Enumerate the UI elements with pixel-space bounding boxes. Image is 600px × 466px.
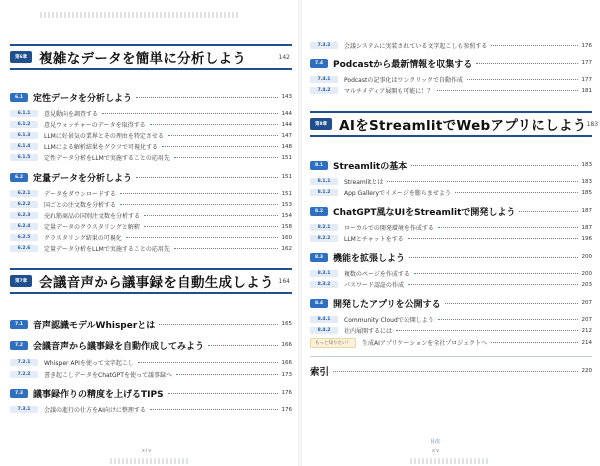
- column-page: 214: [581, 339, 592, 346]
- chapter-7-heading[interactable]: [10, 268, 292, 294]
- decorative-dots: [110, 458, 190, 464]
- section-label: 6.2: [10, 173, 28, 182]
- leader-dots: [138, 362, 278, 363]
- section-label: 7.2: [10, 341, 28, 350]
- index-page: 220: [581, 368, 592, 374]
- leader-dots: [491, 342, 577, 343]
- column-label: もっと知りたい！: [310, 338, 356, 348]
- subsection-label: 6.2.1: [10, 190, 38, 197]
- subsection-label: 6.2.4: [10, 223, 38, 230]
- page-number: xv: [432, 448, 440, 454]
- subsection-label: 6.2.3: [10, 212, 38, 219]
- section-8-2[interactable]: [310, 204, 592, 218]
- subsection-title: 複数のページを作成する: [344, 271, 410, 278]
- section-page: 183: [581, 162, 592, 168]
- subsection-page: 154: [281, 212, 292, 219]
- subsection-title: Whisper APIを使って文字起こし: [44, 360, 134, 367]
- subsection-title: 意見動向を調査する: [44, 111, 99, 118]
- subsection-7-3-1[interactable]: [10, 404, 292, 415]
- subsection-title: 定量データのクラスタリングと解釈: [44, 224, 140, 231]
- section-label: 7.1: [10, 320, 28, 329]
- section-page: 200: [581, 254, 592, 260]
- subsection-page: 162: [281, 245, 292, 252]
- decorative-dots: [40, 12, 240, 18]
- subsection-8-3-2[interactable]: [310, 279, 592, 290]
- section-8-3[interactable]: [310, 250, 592, 264]
- leader-dots: [176, 374, 278, 375]
- subsection-title: マルチメディア展開も可能に！？: [344, 88, 434, 95]
- subsection-label: 7.2.2: [10, 371, 38, 378]
- section-7-1[interactable]: [10, 317, 292, 331]
- subsection-6-2-2[interactable]: [10, 199, 292, 210]
- subsection-title: Streamlitとは: [344, 179, 384, 186]
- leader-dots: [174, 157, 278, 158]
- leader-dots: [408, 284, 577, 285]
- subsection-title: Community Cloudで公開しよう: [344, 317, 434, 324]
- subsection-8-2-2[interactable]: [310, 233, 592, 244]
- section-title: 議事録作りの精度を上げるTIPS: [32, 389, 164, 400]
- subsection-7-4-1[interactable]: [310, 74, 592, 85]
- subsection-6-2-6[interactable]: [10, 243, 292, 254]
- subsection-page: 144: [281, 121, 292, 128]
- subsection-title: データをダウンロードする: [44, 191, 116, 198]
- subsection-7-3-2[interactable]: [310, 40, 592, 51]
- chapter-title: 会議音声から議事録を自動生成しよう: [39, 275, 274, 291]
- divider: [310, 356, 592, 357]
- subsection-6-2-5[interactable]: [10, 232, 292, 243]
- subsection-title: 会議の進行の仕方をAI向けに整理する: [44, 407, 146, 414]
- leader-dots: [491, 45, 577, 46]
- leader-dots: [445, 303, 578, 304]
- leader-dots: [174, 248, 278, 249]
- subsection-page: 158: [281, 223, 292, 230]
- subsection-title: 売れ筋商品の国別注文数を分析する: [44, 213, 141, 220]
- subsection-page: 176: [581, 42, 592, 49]
- subsection-6-1-1[interactable]: [10, 108, 292, 119]
- subsection-label: 8.3.1: [310, 270, 338, 277]
- subsection-label: 8.2.1: [310, 224, 338, 231]
- section-title: 開発したアプリを公開する: [332, 299, 441, 310]
- leader-dots: [136, 177, 278, 178]
- section-title: Podcastから最新情報を収集する: [332, 59, 473, 70]
- subsection-title: 意見ウォッチャーのデータを取得する: [44, 122, 146, 129]
- leader-dots: [120, 204, 277, 205]
- subsection-page: 166: [281, 359, 292, 366]
- subsection-page: 185: [581, 189, 592, 196]
- section-title: 音声認識モデルWhisperとは: [32, 320, 156, 331]
- subsection-page: 173: [281, 371, 292, 378]
- section-page: 151: [281, 174, 292, 180]
- section-title: 定量データを分析しよう: [32, 173, 132, 184]
- leader-dots: [411, 165, 577, 166]
- subsection-label: 6.1.2: [10, 121, 38, 128]
- subsection-8-4-1[interactable]: [310, 314, 592, 325]
- subsection-page: 144: [281, 110, 292, 117]
- subsection-page: 212: [581, 327, 592, 334]
- section-title: 定性データを分析しよう: [32, 93, 132, 104]
- section-label: 8.1: [310, 161, 328, 170]
- leader-dots: [476, 63, 577, 64]
- leader-dots: [414, 273, 578, 274]
- subsection-title: LLMに好景気の業界とその理由を特定させる: [44, 133, 164, 140]
- subsection-label: 8.1.2: [310, 189, 338, 196]
- subsection-label: 7.4.1: [310, 76, 338, 83]
- subsection-label: 6.1.4: [10, 143, 38, 150]
- subsection-8-4-2[interactable]: [310, 325, 592, 336]
- leader-dots: [208, 345, 278, 346]
- subsection-title: 定量データ分析をLLMで実施することの応用先: [44, 246, 170, 253]
- subsection-title: LLMとチャットをする: [344, 236, 404, 243]
- subsection-label: 7.3.2: [310, 42, 338, 49]
- subsection-page: 196: [581, 235, 592, 242]
- subsection-label: 7.2.1: [10, 359, 38, 366]
- subsection-6-1-3[interactable]: [10, 130, 292, 141]
- subsection-label: 6.1.3: [10, 132, 38, 139]
- section-label: 8.2: [310, 207, 328, 216]
- chapter-title: AIをStreamlitでWebアプリにしよう: [339, 118, 587, 134]
- subsection-8-1-2[interactable]: [310, 187, 592, 198]
- chapter-label: 第8章: [310, 118, 332, 130]
- section-7-2[interactable]: [10, 338, 292, 352]
- section-page: 177: [581, 60, 592, 66]
- subsection-title: パスワード認証の作成: [344, 282, 405, 289]
- leader-dots: [333, 371, 577, 372]
- subsection-label: 6.1.1: [10, 110, 38, 117]
- section-page: 166: [281, 342, 292, 348]
- subsection-6-1-4[interactable]: [10, 141, 292, 152]
- subsection-8-1-1[interactable]: [310, 176, 592, 187]
- subsection-page: 207: [581, 316, 592, 323]
- leader-dots: [438, 227, 578, 228]
- subsection-page: 177: [581, 76, 592, 83]
- section-6-1[interactable]: [10, 90, 292, 104]
- subsection-7-4-2[interactable]: [310, 85, 592, 96]
- subsection-page: 153: [281, 201, 292, 208]
- leader-dots: [150, 124, 278, 125]
- subsection-page: 148: [281, 143, 292, 150]
- subsection-page: 151: [281, 190, 292, 197]
- chapter-page: 164: [278, 277, 290, 285]
- subsection-6-1-2[interactable]: [10, 119, 292, 130]
- section-page: 165: [281, 321, 292, 327]
- subsection-label: 7.4.2: [310, 87, 338, 94]
- subsection-title: 書き起こしデータをChatGPTを使って議事録へ: [44, 372, 172, 379]
- subsection-page: 181: [581, 87, 592, 94]
- subsection-label: 6.2.2: [10, 201, 38, 208]
- section-title: Streamlitの基本: [332, 161, 408, 172]
- leader-dots: [159, 324, 277, 325]
- subsection-page: 183: [581, 178, 592, 185]
- section-7-4[interactable]: [310, 56, 592, 70]
- subsection-7-2-1[interactable]: [10, 357, 292, 368]
- leader-dots: [409, 257, 578, 258]
- leader-dots: [144, 215, 277, 216]
- section-label: 7.4: [310, 59, 328, 68]
- section-title: 機能を拡張しよう: [332, 253, 405, 264]
- leader-dots: [437, 90, 577, 91]
- subsection-8-3-1[interactable]: [310, 268, 592, 279]
- column-title: 生成AIアプリケーションを全社プロジェクトへ: [362, 340, 488, 347]
- subsection-6-2-1[interactable]: [10, 188, 292, 199]
- subsection-6-2-4[interactable]: [10, 221, 292, 232]
- section-page: 187: [581, 208, 592, 214]
- toc-label: 目次: [430, 439, 441, 445]
- subsection-page: 151: [281, 154, 292, 161]
- chapter-label: 第7章: [10, 275, 32, 287]
- subsection-6-1-5[interactable]: [10, 152, 292, 163]
- subsection-page: 176: [281, 406, 292, 413]
- subsection-7-2-2[interactable]: [10, 369, 292, 380]
- section-title: ChatGPT風なUIをStreamlitで開発しよう: [332, 207, 516, 218]
- leader-dots: [396, 330, 577, 331]
- subsection-6-2-3[interactable]: [10, 210, 292, 221]
- subsection-label: 8.3.2: [310, 281, 338, 288]
- subsection-page: 200: [581, 270, 592, 277]
- subsection-label: 6.2.6: [10, 245, 38, 252]
- leader-dots: [519, 211, 577, 212]
- subsection-label: 8.1.1: [310, 178, 338, 185]
- leader-dots: [387, 181, 577, 182]
- subsection-8-2-1[interactable]: [310, 222, 592, 233]
- chapter-6-heading[interactable]: [10, 44, 292, 70]
- section-label: 8.3: [310, 253, 328, 262]
- section-label: 7.3: [10, 389, 28, 398]
- subsection-title: 社内展開するには: [344, 328, 393, 335]
- leader-dots: [120, 193, 278, 194]
- decorative-dots: [410, 458, 490, 464]
- section-8-4[interactable]: [310, 296, 592, 310]
- subsection-page: 187: [581, 224, 592, 231]
- subsection-title: クラスタリング結果の可視化: [44, 235, 122, 242]
- subsection-label: 8.4.2: [310, 327, 338, 334]
- section-8-1[interactable]: [310, 158, 592, 172]
- subsection-title: 定性データ分析をLLMで実施することの応用先: [44, 155, 170, 162]
- column-entry[interactable]: [310, 337, 592, 348]
- subsection-page: 147: [281, 132, 292, 139]
- subsection-title: 国ごとの注文数を分析する: [44, 202, 117, 209]
- section-page: 207: [581, 300, 592, 306]
- subsection-title: ローカルでの開発環境を作成する: [344, 225, 434, 232]
- leader-dots: [102, 113, 277, 114]
- leader-dots: [168, 135, 278, 136]
- subsection-label: 7.3.1: [10, 406, 38, 413]
- section-7-3[interactable]: [10, 386, 292, 400]
- index-entry[interactable]: [310, 364, 592, 378]
- subsection-page: 160: [281, 234, 292, 241]
- subsection-title: App Galleryでイメージを膨らませよう: [344, 190, 451, 197]
- leader-dots: [126, 237, 278, 238]
- chapter-page: 142: [278, 53, 290, 61]
- subsection-title: 会議システムに実装されている文字起こしも参照する: [344, 43, 488, 50]
- subsection-page: 203: [581, 281, 592, 288]
- leader-dots: [438, 319, 578, 320]
- index-title: 索引: [310, 367, 330, 378]
- chapter-label: 第6章: [10, 51, 32, 63]
- leader-dots: [150, 409, 278, 410]
- page-number: xiv: [142, 448, 153, 454]
- chapter-8-heading[interactable]: [310, 111, 599, 137]
- leader-dots: [136, 97, 278, 98]
- subsection-label: 8.2.2: [310, 235, 338, 242]
- leader-dots: [168, 393, 278, 394]
- subsection-label: 6.2.5: [10, 234, 38, 241]
- section-page: 143: [281, 94, 292, 100]
- section-label: 8.4: [310, 299, 328, 308]
- leader-dots: [162, 146, 277, 147]
- leader-dots: [455, 192, 578, 193]
- chapter-page: 183: [586, 120, 599, 128]
- section-title: 会議音声から議事録を自動作成してみよう: [32, 341, 204, 352]
- subsection-title: LLMによる解析結果をグラフで可視化する: [44, 144, 159, 151]
- section-page: 176: [281, 390, 292, 396]
- section-label: 6.1: [10, 93, 28, 102]
- right-page: [300, 0, 600, 466]
- leader-dots: [144, 226, 278, 227]
- chapter-title: 複雑なデータを簡単に分析しよう: [39, 51, 247, 67]
- subsection-label: 6.1.5: [10, 154, 38, 161]
- leader-dots: [467, 79, 578, 80]
- subsection-label: 8.4.1: [310, 316, 338, 323]
- section-6-2[interactable]: [10, 170, 292, 184]
- leader-dots: [408, 238, 578, 239]
- subsection-title: Podcastの記事化はワンクリックで自動作成: [344, 77, 463, 84]
